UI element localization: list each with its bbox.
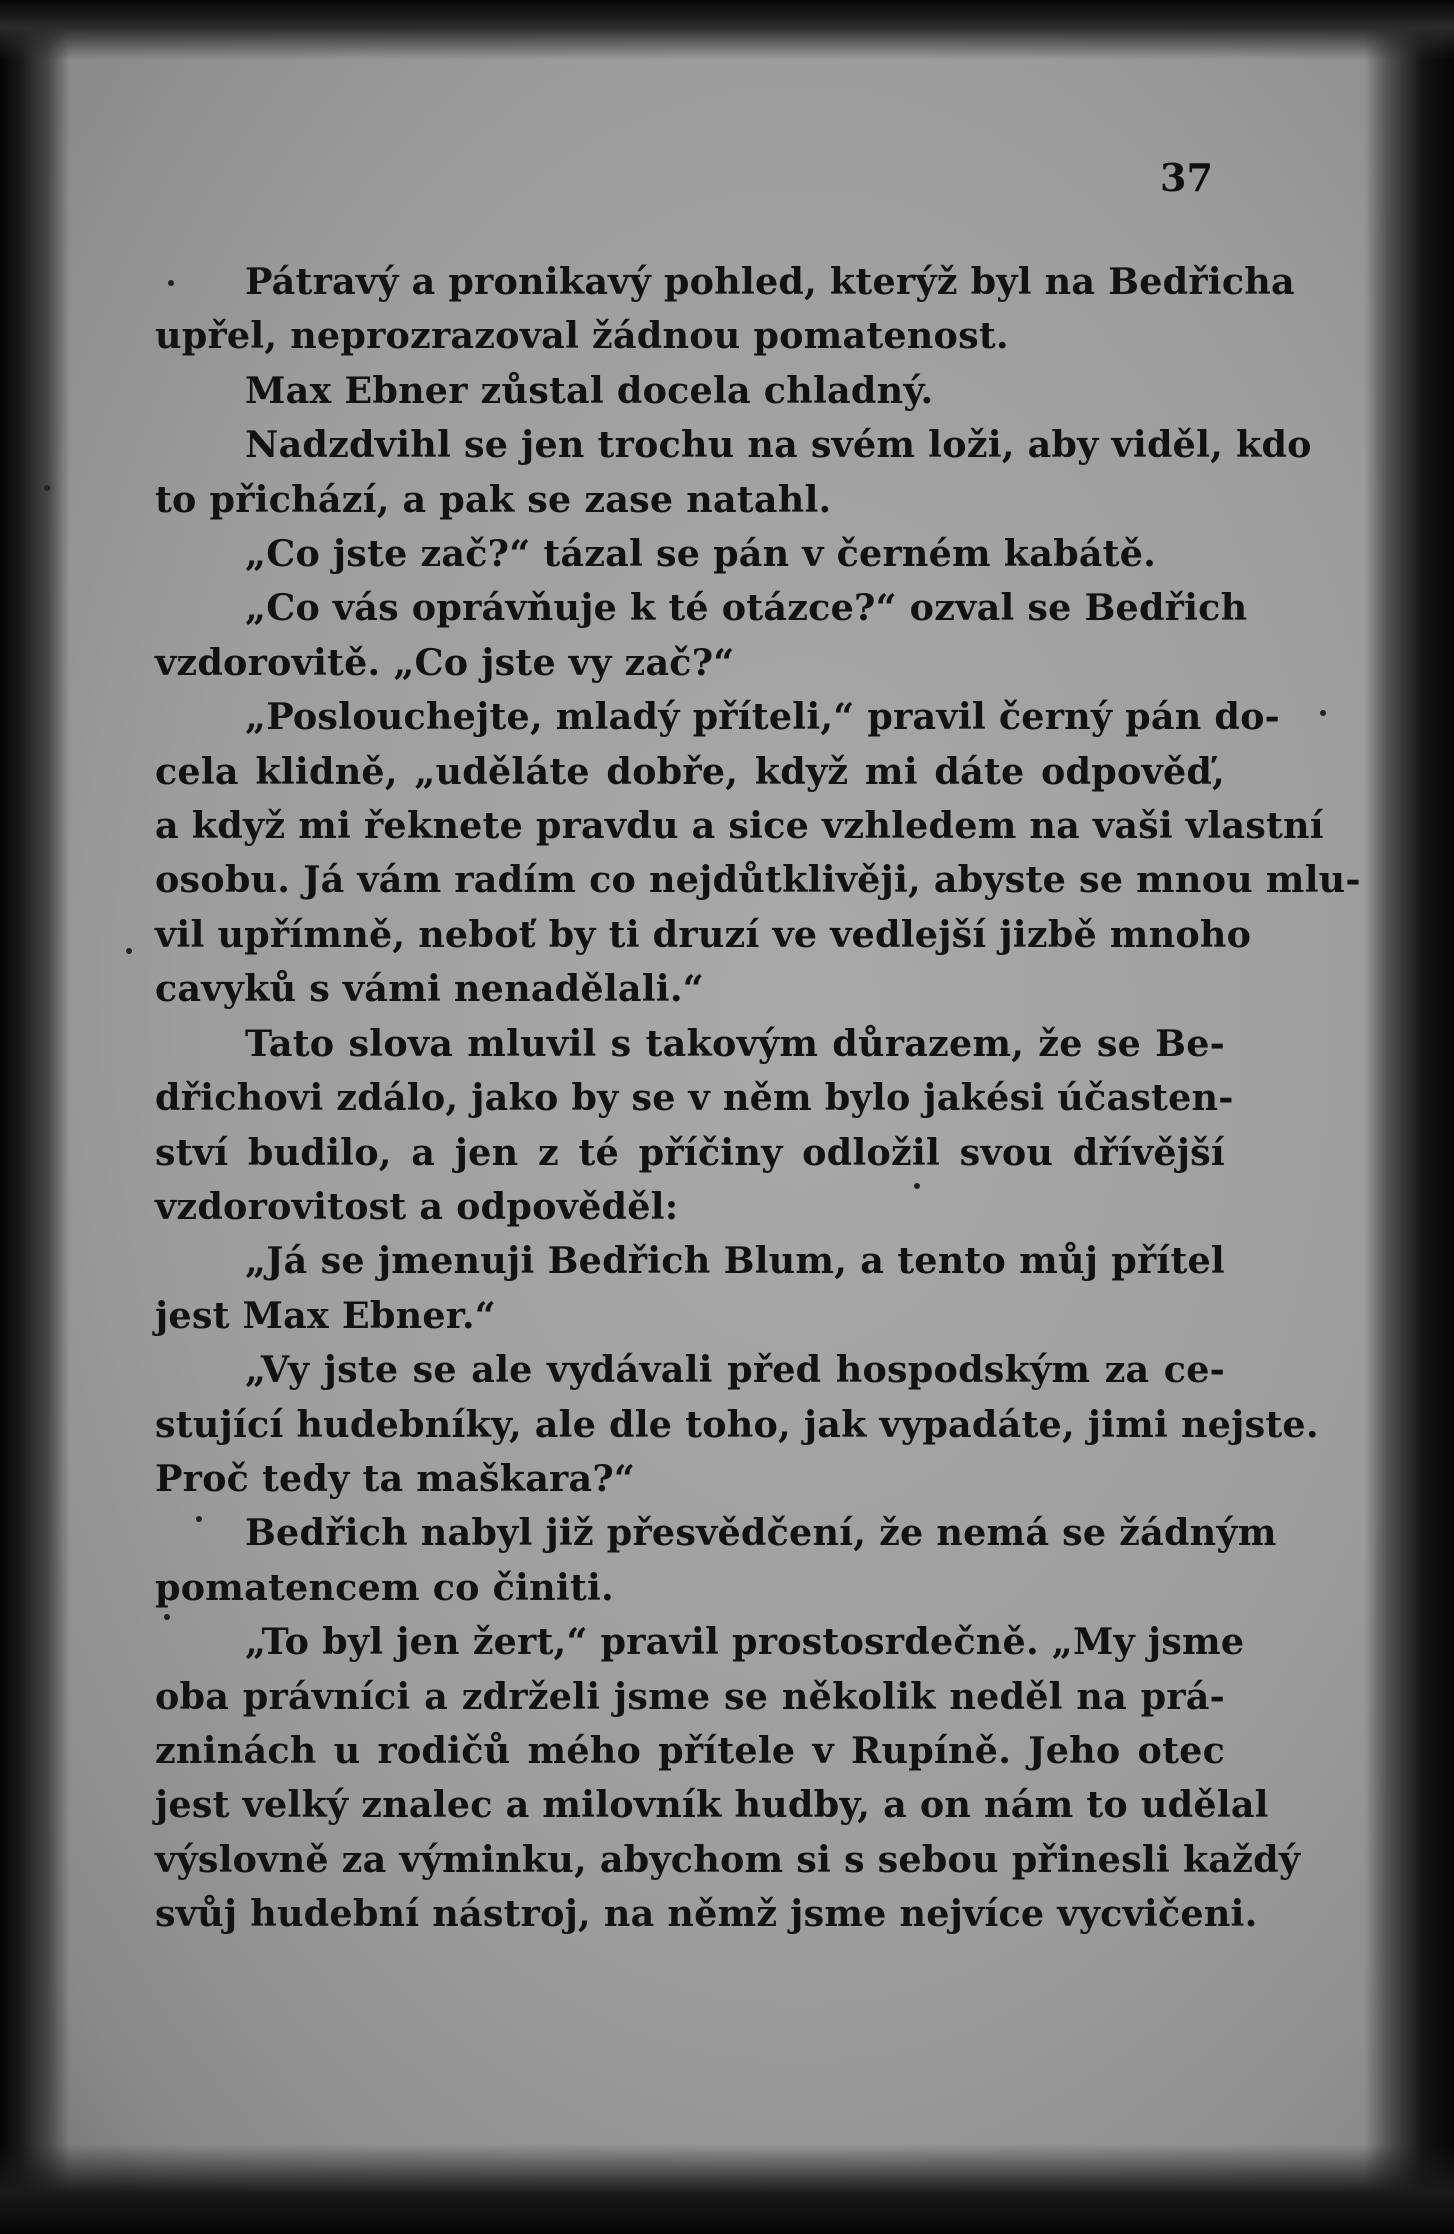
text-line: „Co jste zač?“ tázal se pán v černém kabátě. xyxy=(245,532,1157,576)
text-line: Proč tedy ta maškara?“ xyxy=(155,1456,636,1500)
text-line: vzdorovitost a odpověděl: xyxy=(155,1184,679,1228)
text-line: ství budilo, a jen z té příčiny odložil svou dřívější xyxy=(155,1130,1225,1174)
scan-shadow-bottom xyxy=(0,2144,1454,2234)
text-line: Tato slova mluvil s takovým důrazem, že se Be- xyxy=(245,1021,1225,1065)
text-line: cavyků s vámi nenadělali.“ xyxy=(155,967,704,1011)
scan-shadow-top xyxy=(0,0,1454,60)
text-line: cela klidně, „uděláte dobře, když mi dáte odpověď, xyxy=(155,749,1225,793)
text-line: „Poslouchejte, mladý příteli,“ pravil černý pán do- xyxy=(245,695,1281,739)
text-line: „To byl jen žert,“ pravil prostosrdečně. „My jsme xyxy=(245,1620,1245,1664)
text-line: Max Ebner zůstal docela chladný. xyxy=(245,368,934,412)
text-line: a když mi řeknete pravdu a sice vzhledem na vaši vlastní xyxy=(155,804,1324,848)
scan-speck xyxy=(126,948,132,954)
text-line: oba právníci a zdrželi jsme se několik neděl na prá- xyxy=(155,1674,1225,1718)
text-line: to přichází, a pak se zase natahl. xyxy=(155,477,832,521)
page-number: 37 xyxy=(1160,155,1213,200)
text-line: „Co vás oprávňuje k té otázce?“ ozval se Bedřich xyxy=(245,586,1248,630)
text-line: „Já se jmenuji Bedřich Blum, a tento můj přítel xyxy=(245,1239,1225,1283)
text-line: vzdorovitě. „Co jste vy zač?“ xyxy=(155,640,735,684)
text-line: zninách u rodičů mého přítele v Rupíně. Jeho otec xyxy=(155,1728,1225,1772)
text-line: vil upřímně, neboť by ti druzí ve vedlejší jizbě mnoho xyxy=(155,912,1252,956)
text-line: pomatencem co činiti. xyxy=(155,1565,614,1609)
text-line: dřichovi zdálo, jako by se v něm bylo jakési účasten- xyxy=(155,1076,1234,1120)
text-line: jest Max Ebner.“ xyxy=(155,1293,496,1337)
text-line: „Vy jste se ale vydávali před hospodským za ce- xyxy=(245,1348,1225,1392)
text-line: svůj hudební nástroj, na němž jsme nejvíce vycvičeni. xyxy=(155,1892,1258,1936)
text-line: upřel, neprozrazoval žádnou pomatenost. xyxy=(155,314,1009,358)
text-line: Nadzdvihl se jen trochu na svém loži, aby viděl, kdo xyxy=(245,423,1312,467)
text-line: stující hudebníky, ale dle toho, jak vypadáte, jimi nejste. xyxy=(155,1402,1319,1446)
scan-shadow-right xyxy=(1364,0,1454,2234)
text-line: jest velký znalec a milovník hudby, a on nám to udělal xyxy=(155,1783,1269,1827)
body-text xyxy=(155,255,1361,1942)
text-line: Bedřich nabyl již přesvědčení, že nemá se žádným xyxy=(245,1511,1277,1555)
scan-speck xyxy=(1320,710,1326,716)
text-line: Pátravý a pronikavý pohled, kterýž byl na Bedřicha xyxy=(245,260,1295,303)
scan-speck xyxy=(44,485,50,491)
text-line: výslovně za výminku, abychom si s sebou přinesli každý xyxy=(155,1837,1301,1881)
text-line: osobu. Já vám radím co nejdůtklivěji, abyste se mnou mlu- xyxy=(155,858,1361,902)
scan-shadow-left xyxy=(0,0,70,2234)
